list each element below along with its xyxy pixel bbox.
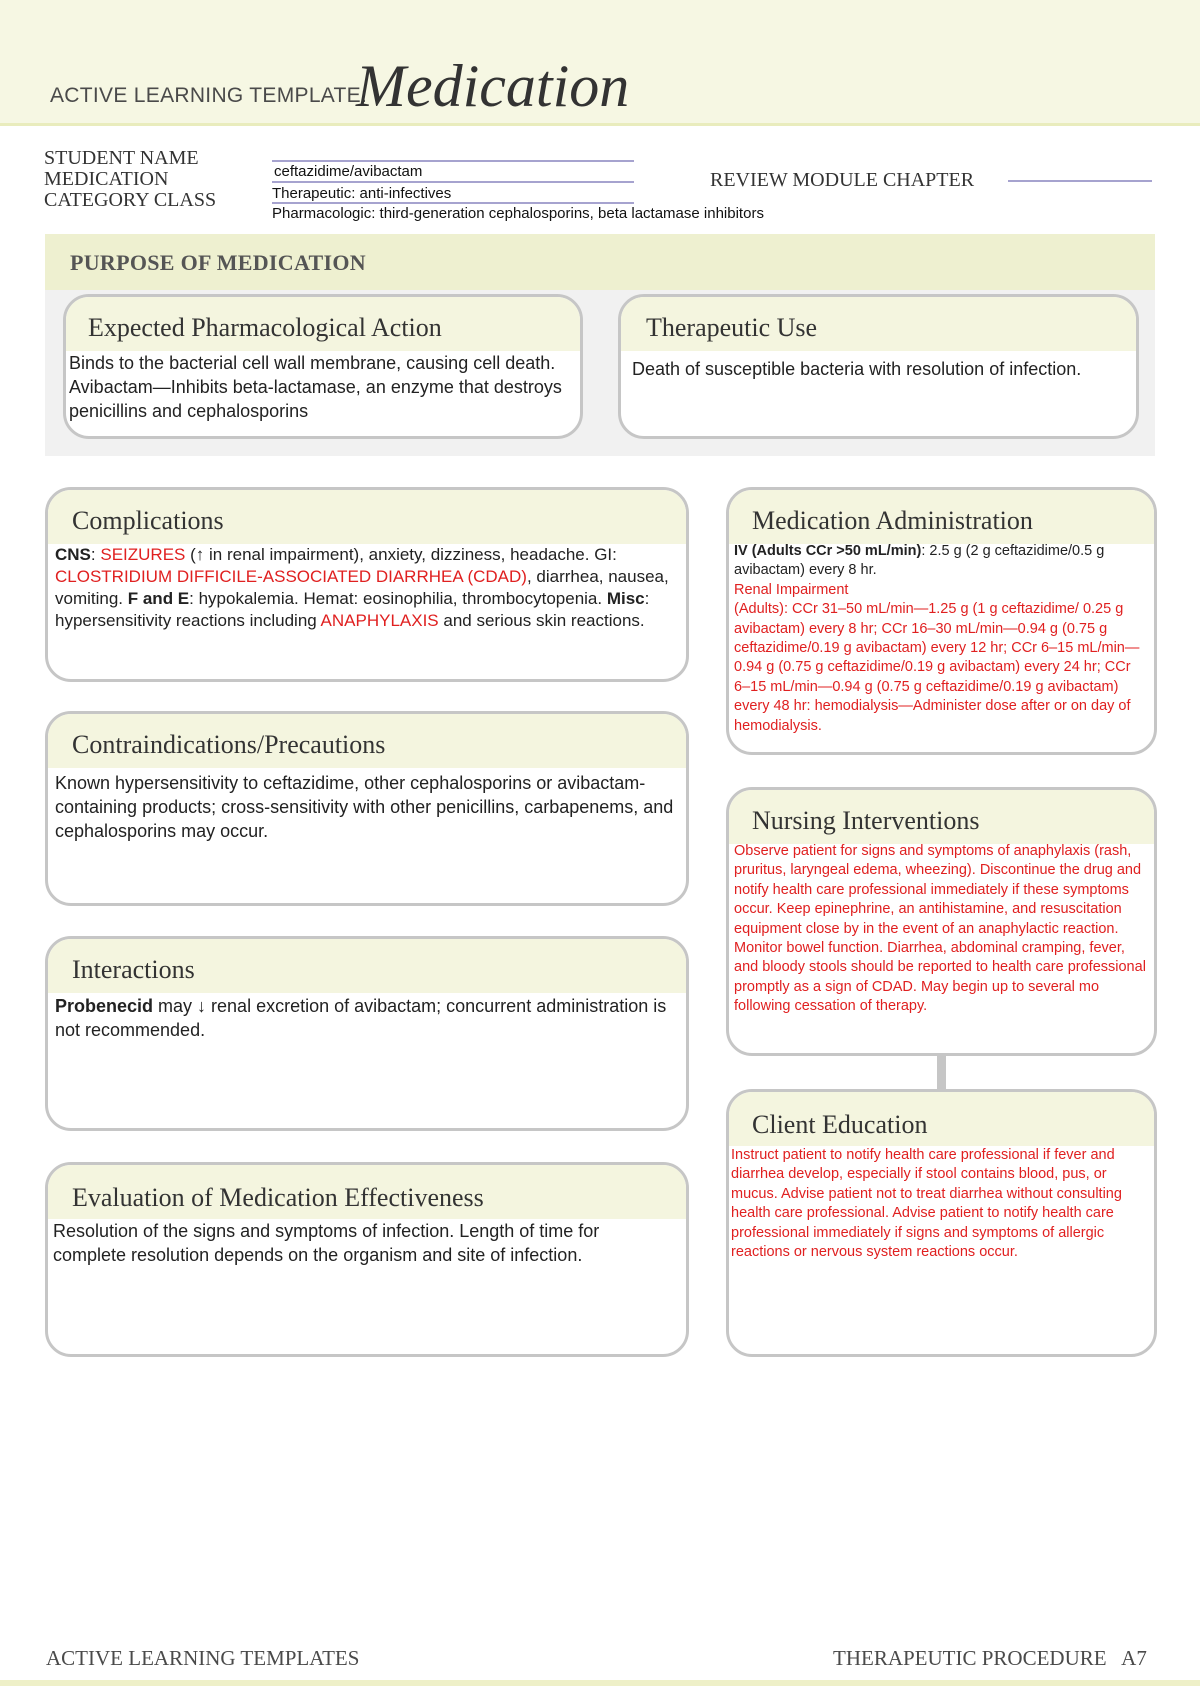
interaction-description: may ↓ renal excretion of avibactam; concurrent administration is not recommended. <box>55 996 667 1040</box>
template-label: ACTIVE LEARNING TEMPLATE: <box>50 84 368 107</box>
medication-value: ceftazidime/avibactam <box>274 163 423 180</box>
interactions-text <box>55 994 675 1042</box>
fe-label: F and E <box>127 589 190 608</box>
nursing-para-1: Observe patient for signs and symptoms of anaphylaxis (rash, pruritus, laryngeal edema, wheezing). Discontinue the drug and notify health care professional immediately if these symptoms occur. Keep epinephrine, an antihistamine, and resuscitation equipment close by in the event of an anaphylactic reaction. <box>734 843 1142 937</box>
medication-field-line <box>272 181 634 183</box>
complications-box <box>45 487 689 682</box>
iv-label: IV (Adults CCr >50 mL/min) <box>734 543 922 559</box>
contraindications-text: Known hypersensitivity to ceftazidime, other cephalosporins or avibactam-containing products; cross-sensitivity with other penicillins, carbapenems, and cephalosporins may occur. <box>55 773 674 841</box>
pharmacologic-class-value: Pharmacologic: third-generation cephalosporins, beta lactamase inhibitors <box>272 205 764 222</box>
administration-box <box>726 487 1157 755</box>
footer-right: THERAPEUTIC PROCEDURE A7 <box>833 1646 1147 1670</box>
contraindications-title: Contraindications/Precautions <box>72 730 386 759</box>
education-title: Client Education <box>752 1110 928 1139</box>
category-field-line <box>272 202 634 204</box>
evaluation-box <box>45 1162 689 1357</box>
expected-action-box <box>63 294 583 439</box>
nursing-text <box>734 842 1149 1017</box>
anaphylaxis-text: ANAPHYLAXIS <box>320 611 439 630</box>
iv-text: : 2.5 g (2 g ceftazidime/0.5 g avibactam) every 8 hr. <box>734 543 1105 579</box>
expected-action-text: Binds to the bacterial cell wall membrane, causing cell death. Avibactam—Inhibits beta-lactamase, an enzyme that destroys penicillins and cephalosporins <box>69 353 562 421</box>
renal-heading: Renal Impairment <box>734 581 849 598</box>
nursing-title: Nursing Interventions <box>752 806 980 835</box>
education-box <box>726 1089 1157 1357</box>
cdad-text: CLOSTRIDIUM DIFFICILE-ASSOCIATED DIARRHEA (CDAD) <box>55 567 527 586</box>
therapeutic-use-text: Death of susceptible bacteria with resolution of infection. <box>632 359 1082 379</box>
nursing-box <box>726 787 1157 1056</box>
administration-title: Medication Administration <box>752 506 1033 535</box>
education-text: Instruct patient to notify health care professional if fever and diarrhea develop, especially if stool contains blood, pus, or mucus. Advise patient not to treat diarrhea without consulting health care professional. Advise patient to notify health care professional immediately if signs and symptoms of allergic reactions or nervous system reactions occur. <box>731 1147 1122 1261</box>
footer-left: ACTIVE LEARNING TEMPLATES <box>46 1646 360 1670</box>
therapeutic-use-title: Therapeutic Use <box>646 313 818 342</box>
category-class-label: CATEGORY CLASS <box>44 189 217 211</box>
student-name-label: STUDENT NAME <box>44 147 199 169</box>
interactions-title: Interactions <box>72 955 195 984</box>
cns-text: (↑ in renal impairment), anxiety, dizziness, headache. GI: <box>185 545 617 564</box>
evaluation-title: Evaluation of Medication Effectiveness <box>72 1183 484 1212</box>
cns-label: CNS <box>55 545 91 564</box>
expected-action-title: Expected Pharmacological Action <box>88 313 442 342</box>
header-rule <box>0 123 1200 126</box>
therapeutic-class-value: Therapeutic: anti-infectives <box>272 185 452 202</box>
therapeutic-use-box <box>618 294 1139 439</box>
evaluation-text: Resolution of the signs and symptoms of infection. Length of time for complete resolution depends on the organism and site of infection. <box>53 1221 600 1265</box>
review-module-field[interactable] <box>1008 180 1152 182</box>
seizures-text: SEIZURES <box>100 545 186 564</box>
purpose-title: PURPOSE OF MEDICATION <box>70 250 366 275</box>
interactions-box <box>45 936 689 1131</box>
administration-text <box>734 542 1149 736</box>
misc-label: Misc <box>606 589 645 608</box>
gi-text: , diarrhea, nausea, vomiting. <box>55 567 669 608</box>
complications-text: CNS: SEIZURES (↑ in renal impairment), anxiety, dizziness, headache. GI: CLOSTRIDIUM DIFFICILE-ASSOCIATED DIARRHEA (CDAD), diarrhea, nausea, vomiting. F and E: hypokalemia. Hemat: eosinophilia, thrombocytopenia. Misc: hypersensitivity reactions including ANAPHYLAXIS and serious skin reactions. <box>55 545 669 630</box>
box-connector <box>937 1055 946 1089</box>
contraindications-box <box>45 711 689 906</box>
medication-label: MEDICATION <box>44 168 169 190</box>
review-module-label: REVIEW MODULE CHAPTER <box>710 169 975 191</box>
footer-rule <box>0 1680 1200 1686</box>
fe-text: : hypokalemia. Hemat: eosinophilia, thrombocytopenia. <box>189 589 607 608</box>
complications-end-text: and serious skin reactions. <box>438 611 645 630</box>
complications-title: Complications <box>72 506 224 535</box>
misc-text: : hypersensitivity reactions including <box>55 589 650 630</box>
student-name-field[interactable] <box>272 160 634 162</box>
renal-text: (Adults): CCr 31–50 mL/min—1.25 g (1 g ceftazidime/ 0.25 g avibactam) every 8 hr; CCr 16–30 mL/min—0.94 g (0.75 g ceftazidime/0.19 g avibactam) every 12 hr; CCr 6–15 mL/min—0.94 g (0.75 g ceftazidime/0.19 g avibactam) every 24 hr; CCr 6–15 mL/min—0.94 g (0.75 g ceftazidime/0.19 g avibactam) every 48 hr: hemodialysis—Administer dose after or on day of hemodialysis. <box>734 601 1140 734</box>
nursing-para-2: Monitor bowel function. Diarrhea, abdominal cramping, fever, and bloody stools should be reported to health care professional promptly as a sign of CDAD. May begin up to several mo following cessation of therapy. <box>734 940 1146 1015</box>
page-title: Medication <box>356 53 630 119</box>
interaction-drug: Probenecid <box>55 996 154 1016</box>
